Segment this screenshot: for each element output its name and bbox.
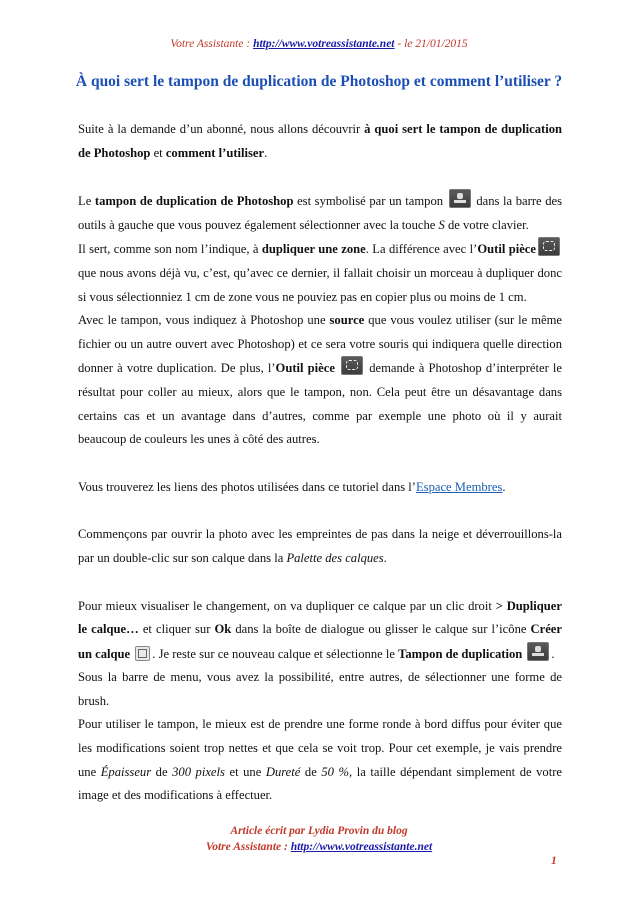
footer-url-link[interactable]: http://www.votreassistante.net bbox=[290, 841, 433, 853]
paragraph-intro bbox=[78, 118, 562, 165]
text: dans la barre des outils à gauche que vous pouvez également sélectionner avec la touche bbox=[78, 194, 563, 232]
italic-text: Palette des calques bbox=[286, 550, 384, 565]
text: Le bbox=[78, 194, 95, 209]
bold-text: Créer un calque bbox=[78, 622, 562, 661]
stamp-icon bbox=[527, 642, 549, 661]
text: que vous voulez utiliser (sur le même fichier ou un autre ouvert avec Photoshop) et ce sera votre souris qui indiquera quelle direction donner à votre duplication. De plus, l’ bbox=[78, 313, 563, 376]
bold-text: source bbox=[329, 313, 365, 328]
text: Suite à la demande d’un abonné, nous allons découvrir bbox=[78, 122, 365, 136]
page-number: 1 bbox=[551, 855, 557, 867]
bold-text: > Dupliquer le calque… bbox=[78, 598, 562, 637]
header-prefix: Votre Assistante : bbox=[170, 38, 254, 50]
article-body bbox=[78, 118, 562, 808]
page-footer bbox=[0, 823, 638, 855]
text: Commençons par ouvrir la photo avec les empreintes de pas dans la neige et déverrouillons-la par un double-clic sur son calque dans la bbox=[78, 527, 562, 565]
text: et cliquer sur bbox=[138, 622, 215, 637]
text: est symbolisé par un tampon bbox=[293, 194, 447, 209]
header-date: - le 21/01/2015 bbox=[394, 38, 468, 50]
paragraph-brush-settings bbox=[78, 713, 562, 807]
article-title: À quoi sert le tampon de duplication de Photoshop et comment l’utiliser ? bbox=[75, 73, 563, 90]
text: . bbox=[383, 550, 387, 565]
bold-text: à quoi sert le tampon de duplication de Photoshop bbox=[78, 122, 562, 160]
bold-text: Outil pièce bbox=[275, 361, 335, 376]
paragraph-stamp-symbol bbox=[78, 189, 562, 237]
bold-text: Tampon de duplication bbox=[398, 646, 523, 661]
new-layer-icon bbox=[135, 646, 150, 661]
text: Sous la barre de menu, vous avez la possibilité, entre autres, de sélectionner une forme de brush. bbox=[78, 670, 562, 708]
espace-membres-link[interactable]: Espace Membres bbox=[415, 479, 503, 494]
text: demande à Photoshop d’interpréter le résultat pour coller au mieux, alors que le tampon, non. Cela peut être un désavantage dans certains cas et un avantage dans d’autres, comme par exemple une photo où il y aurait beaucoup de couleurs les unes à côté des autres. bbox=[78, 361, 562, 447]
italic-text: 300 pixels bbox=[172, 764, 225, 779]
italic-text: Épaisseur bbox=[100, 764, 152, 779]
footer-site-prefix: Votre Assistante : bbox=[205, 841, 291, 853]
text: Pour utiliser le tampon, le mieux est de prendre une forme ronde à bord diffus pour éviter que les modifications soient trop nettes et que cela se voit trop. Pour cet exemple, je vais prendre une bbox=[78, 717, 562, 779]
text: de bbox=[300, 764, 322, 779]
text: , la taille dépendant simplement de votre image et des modifications à effectuer. bbox=[78, 764, 563, 803]
text: et bbox=[150, 145, 166, 160]
bold-text: comment l’utiliser bbox=[165, 145, 265, 160]
footer-author: Article écrit par Lydia Provin du blog bbox=[230, 825, 408, 837]
bold-text: Outil pièce bbox=[477, 242, 536, 257]
patch-tool-icon bbox=[538, 237, 560, 256]
text: . bbox=[551, 646, 555, 661]
text: et une bbox=[224, 764, 266, 779]
text: Avec le tampon, vous indiquez à Photoshop une bbox=[78, 313, 330, 328]
text: . La différence avec l’ bbox=[365, 242, 478, 257]
text: de votre clavier. bbox=[444, 217, 529, 232]
italic-text: 50 % bbox=[321, 764, 350, 779]
italic-text: Dureté bbox=[265, 764, 301, 779]
paragraph-duplicate-layer bbox=[78, 595, 562, 667]
text: que nous avons déjà vu, c’est, qu’avec ce dernier, il fallait choisir un morceau à dupliquer donc si vous sélectionniez 1 cm de zone vous ne pouviez pas en copier plus ou moins de 1 cm. bbox=[78, 265, 562, 304]
text: de bbox=[151, 764, 173, 779]
footer-site bbox=[0, 839, 638, 855]
stamp-icon bbox=[449, 189, 471, 208]
paragraph-brush bbox=[78, 666, 562, 713]
paragraph-open-photo bbox=[78, 523, 562, 570]
paragraph-source bbox=[78, 309, 562, 452]
header-url-link[interactable]: http://www.votreassistante.net bbox=[253, 38, 395, 50]
page-header bbox=[0, 38, 638, 50]
patch-tool-icon bbox=[341, 356, 363, 375]
paragraph-links bbox=[78, 476, 562, 500]
text: dans la boîte de dialogue ou glisser le calque sur l’icône bbox=[231, 622, 531, 637]
text: . bbox=[502, 479, 506, 494]
paragraph-difference bbox=[78, 237, 562, 309]
bold-text: Ok bbox=[214, 622, 232, 637]
text: Il sert, comme son nom l’indique, à bbox=[78, 242, 262, 257]
text: . bbox=[264, 145, 268, 160]
bold-text: tampon de duplication de Photoshop bbox=[94, 194, 294, 209]
text: . Je reste sur ce nouveau calque et sélectionne le bbox=[152, 646, 399, 661]
text: Pour mieux visualiser le changement, on va dupliquer ce calque par un clic droit bbox=[78, 598, 496, 613]
italic-text: S bbox=[438, 217, 445, 232]
bold-text: dupliquer une zone bbox=[261, 242, 366, 257]
text: Vous trouverez les liens des photos utilisées dans ce tutoriel dans l’ bbox=[78, 479, 416, 494]
